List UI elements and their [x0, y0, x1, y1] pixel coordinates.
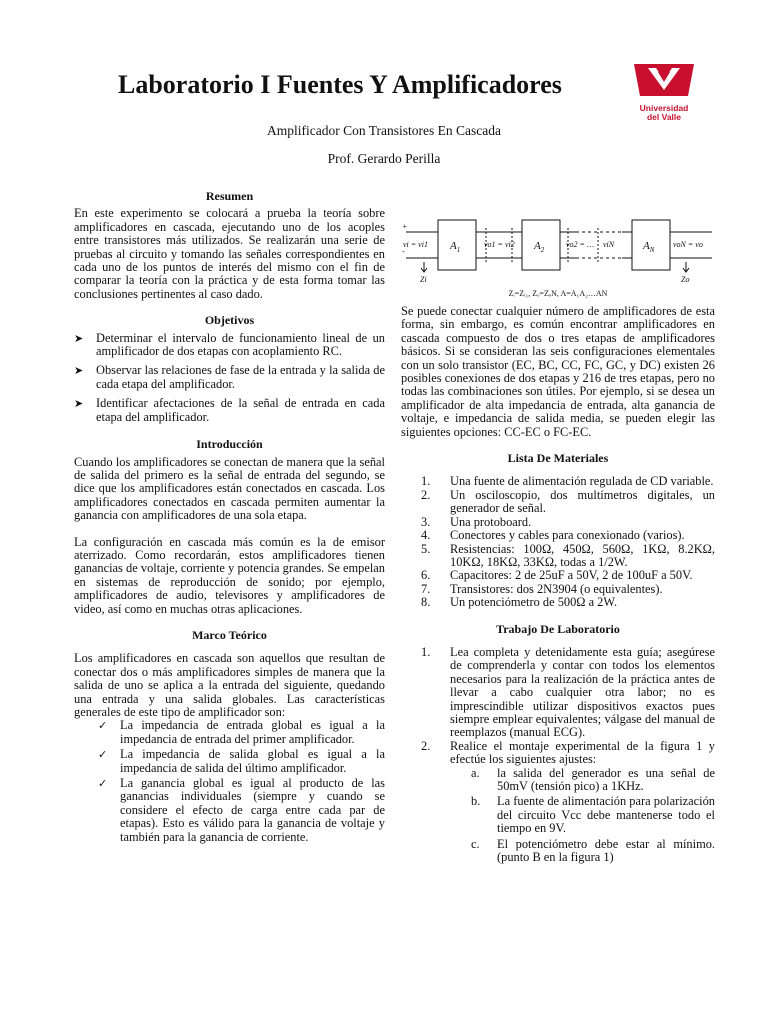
list-item: 1. Lea completa y detenidamente esta guía; asegúrese de comprenderla y contar con todos los elementos necesarios para la realización de la práctica antes de llevar a cabo cualquier otra labor; no es imprescindible utilizar dispositivos exactos pues siempre emplear equivalentes; válgase del manual de reemplazos (manual ECG).: [421, 644, 715, 740]
intro-right-text: Se puede conectar cualquier número de amplificadores de esta forma, sin embargo, es común encontrar amplificadores en cascada compuesto de dos o tres etapas de amplificadores básicos. Si se consideran las seis configuraciones elementales con un solo transistor (EC, BC, CC, FC, GC, y DC) existen 26 posibles conexiones de dos etapas y 216 de tres etapas, pero no todas las combinaciones son útiles. Por ejemplo, si se desea un amplificador de alta impedancia de entrada, alta ganancia de voltaje, e impedancia de salida media, se pueden elegir las siguientes opciones: CC-EC o FC-EC.: [401, 304, 715, 439]
plus-label: +: [402, 222, 408, 231]
arrow-bullet-icon: ➤: [74, 364, 84, 378]
list-item: b. La fuente de alimentación para polarización del circuito Vcc debe mantenerse todo el tiempo en 9V.: [471, 794, 715, 836]
block-an: [632, 220, 670, 270]
marco-list: [98, 719, 385, 844]
resumen-text: En este experimento se colocará a prueba la teoría sobre amplificadores en cascada, ejecutando uno de los acoples entre transistores más utilizados. Se realizarán una serie de pruebas al circuito y tomando las señales correspondientes en cada uno de los puntos de interés del mismo con el fin de comparar la teoría con la práctica y de esta forma tomar las conclusiones pertinentes al caso dado.: [74, 206, 385, 301]
vi-label: vi = vi1: [403, 240, 428, 249]
objetivos-list: [74, 332, 385, 424]
list-item: 4. Conectores y cables para conexionado (varios).: [421, 528, 685, 543]
list-item: a. la salida del generador es una señal de 50mV (tensión pico) a 1KHz.: [471, 765, 715, 793]
list-item: 5. Resistencias: 100Ω, 450Ω, 560Ω, 1KΩ, 8.2KΩ, 10KΩ, 18KΩ, 33KΩ, todas a 1/2W.: [421, 541, 715, 569]
list-item: ➤ Identificar afectaciones de la señal de entrada en cada etapa del amplificador.: [74, 396, 385, 424]
list-item: ➤ Determinar el intervalo de funcionamiento lineal de un amplificador de dos etapas con acoplamiento RC.: [74, 330, 385, 359]
block-a1: [438, 220, 476, 270]
cascade-diagram: [400, 212, 716, 300]
trabajo-heading: Trabajo De Laboratorio: [496, 621, 620, 636]
svg-text:AN: $A_N$: [643, 240, 655, 254]
introduccion-p1: Cuando los amplificadores se conectan de manera que la señal de salida del primero es la señal de entrada del segundo, se dice que los amplificadores están conectados en cascada. Los amplificadores conectados en cascada permiten aumentar la ganancia con amplificadores de una sola etapa.: [74, 454, 385, 523]
resumen-heading: Resumen: [205, 189, 254, 203]
introduccion-heading: Introducción: [196, 437, 263, 452]
trabajo-sublist: [450, 767, 715, 865]
list-item: 2. Realice el montaje experimental de la figura 1 y efectúe los siguientes ajustes: a. la salida del generador es una señal de 50mV (tensión pico) a 1KHz. b. La fuente de alimentación para polarización del circuito Vcc debe mantenerse todo el tiempo en 9V. c. El potenciómetro debe estar al mínimo. (punto B en la figura 1): [421, 738, 715, 865]
check-bullet-icon: ✓: [98, 719, 108, 733]
list-item: 2. Un osciloscopio, dos multímetros digitales, un generador de señal.: [421, 487, 715, 516]
vin-label: viN: [603, 240, 615, 249]
zi-label: Zi: [420, 275, 427, 284]
block-a2-label: A: [534, 240, 541, 252]
list-item: 8. Un potenciómetro de 500Ω a 2W.: [421, 595, 618, 610]
minus-label: -: [402, 247, 405, 256]
arrow-bullet-icon: ➤: [74, 397, 84, 411]
svg-text:A1: $A_1$: [450, 240, 461, 254]
right-column: [401, 305, 715, 866]
marco-p1: Los amplificadores en cascada son aquellos que resultan de conectar dos o más amplificadores simples de manera que la salida de uno se aplica a la entrada del siguiente, quedando una entrada y una salida globales. Las características generales de este tipo de amplificador son:: [74, 651, 385, 719]
list-item: ✓ La impedancia de salida global es igual a la impedancia de salida del último amplificador.: [98, 747, 385, 775]
marco-heading: Marco Teórico: [192, 627, 267, 642]
list-item: ✓ La ganancia global es igual al producto de las ganancias individuales (siempre y cuando se considere el efecto de carga entre cada par de etapas). Esto es válido para la ganancia de voltaje y también para la ganancia de corriente.: [98, 776, 385, 844]
von-label: voN = vo: [673, 240, 703, 249]
materiales-list: [401, 475, 715, 609]
objetivos-heading: Objetivos: [204, 313, 255, 328]
logo-text: Universidad del Valle: [639, 103, 689, 122]
list-item: 6. Capacitores: 2 de 25uF a 50V, 2 de 100uF a 50V.: [421, 568, 693, 583]
page-title: Laboratorio I Fuentes Y Amplificadores: [118, 70, 562, 99]
block-a2: [522, 220, 560, 270]
subtitle: Amplificador Con Transistores En Cascada: [267, 123, 501, 138]
check-bullet-icon: ✓: [98, 748, 108, 762]
vo1-label: vo1 = vi2: [484, 240, 515, 249]
list-item: ✓ La impedancia de entrada global es igual a la impedancia de entrada del primer amplificador.: [98, 718, 385, 746]
vo2-label: vo2 = …: [566, 240, 595, 249]
zo-label: Zo: [681, 275, 690, 284]
list-item: 1. Una fuente de alimentación regulada de CD variable.: [421, 474, 714, 489]
list-item: ➤ Observar las relaciones de fase de la entrada y la salida de cada etapa del amplificador.: [74, 363, 385, 391]
list-item: 7. Transistores: dos 2N3904 (o equivalentes).: [421, 581, 663, 596]
author: Prof. Gerardo Perilla: [327, 151, 441, 166]
left-column: [74, 190, 385, 846]
trabajo-list: [401, 646, 715, 865]
diagram-caption: Zᵢ=Zᵢ₁, Zₒ=ZₒN, A=A₁A₂…AN: [508, 289, 608, 298]
block-a1-label: A: [450, 240, 457, 252]
svg-text:A2: $A_2$: [534, 240, 545, 254]
list-item: c. El potenciómetro debe estar al mínimo. (punto B en la figura 1): [471, 836, 715, 865]
block-an-label: A: [643, 240, 650, 252]
list-item: 3. Una protoboard.: [421, 514, 532, 529]
arrow-bullet-icon: ➤: [74, 331, 84, 345]
introduccion-p2: La configuración en cascada más común es la de emisor aterrizado. Como recordarán, estos amplificadores tienen ganancias de voltaje, corriente y potencia grandes. Se empelan en sistemas de reproducción de sonido; por ejemplo, amplificadores de audio, televisores y amplificadores de video, así como en muchas otras aplicaciones.: [74, 534, 385, 616]
materiales-heading: Lista De Materiales: [507, 451, 609, 466]
check-bullet-icon: ✓: [98, 777, 108, 791]
